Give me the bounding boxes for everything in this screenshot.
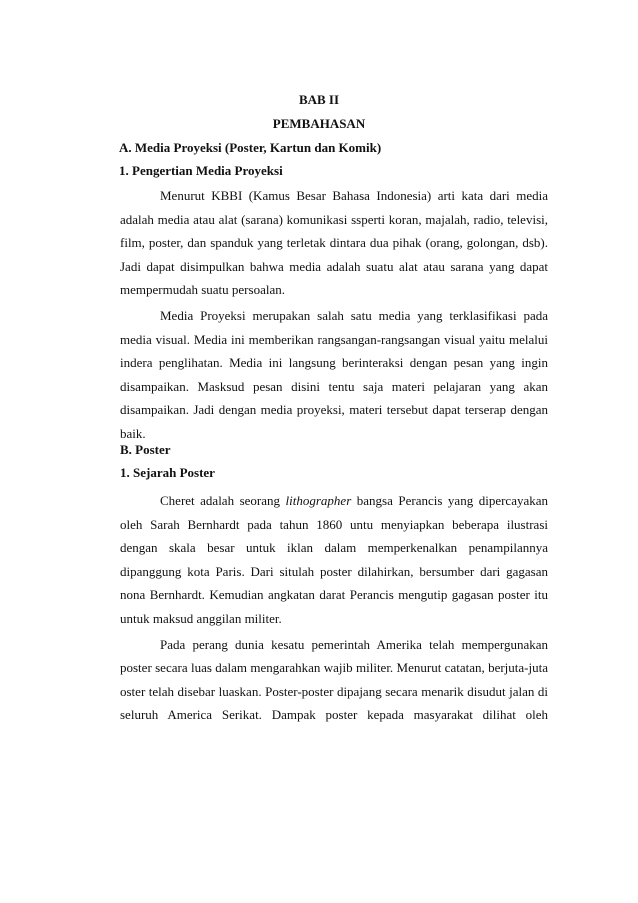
paragraph: Media Proyeksi merupakan salah satu media yang terklasifikasi pada media visual. Media ini memberikan rangsangan-rangsangan visual yaitu melalui indera penglihatan. Media ini langsung berinteraksi dengan pesan yang ingin disampaikan. Masksud pesan disini tentu saja materi pelajaran yang akan disampaikan. Jadi dengan media proyeksi, materi tersebut dapat terserap dengan baik. xyxy=(120,307,548,441)
section-a-heading: A. Media Proyeksi (Poster, Kartun dan Komik) xyxy=(119,140,382,155)
section-b-heading: B. Poster xyxy=(120,442,171,457)
section-b-subheading: 1. Sejarah Poster xyxy=(120,465,215,480)
section-b-body xyxy=(120,489,548,727)
paragraph xyxy=(120,489,548,631)
paragraph-text: Cheret adalah seorang xyxy=(160,493,281,508)
section-a-body xyxy=(120,184,548,446)
paragraph-text: bangsa Perancis yang dipercayakan oleh Sarah Bernhardt pada tahun 1860 untu menyiapkan beberapa ilustrasi dengan skala besar untuk iklan dalam memperkenalkan penampilannya dipanggung kota Paris. Dari situlah poster dilahirkan, bersumber dari gagasan nona Bernhardt. Kemudian angkatan darat Perancis mengutip gagasan poster itu untuk maksud anggilan militer. xyxy=(120,493,549,626)
chapter-title: PEMBAHASAN xyxy=(272,116,366,131)
chapter-number: BAB II xyxy=(298,92,340,107)
paragraph: Menurut KBBI (Kamus Besar Bahasa Indonesia) arti kata dari media adalah media atau alat (sarana) komunikasi ssperti koran, majalah, radio, televisi, film, poster, dan spanduk yang terletak dintara dua pihak (orang, golongan, dsb). Jadi dapat disimpulkan bahwa media adalah suatu alat atau sarana yang dapat mempermudah suatu persoalan. xyxy=(120,188,548,298)
paragraph: Pada perang dunia kesatu pemerintah Amerika telah mempergunakan poster secara luas dalam mengarahkan wajib militer. Menurut catatan, berjuta-juta oster telah disebar luaskan. Poster-poster dipajang secara menarik disudut jalan di seluruh America Serikat. Dampak poster kepada masyarakat dilihat oleh xyxy=(120,636,548,723)
section-a-subheading: 1. Pengertian Media Proyeksi xyxy=(119,163,283,178)
italic-term: lithographer xyxy=(285,493,352,508)
